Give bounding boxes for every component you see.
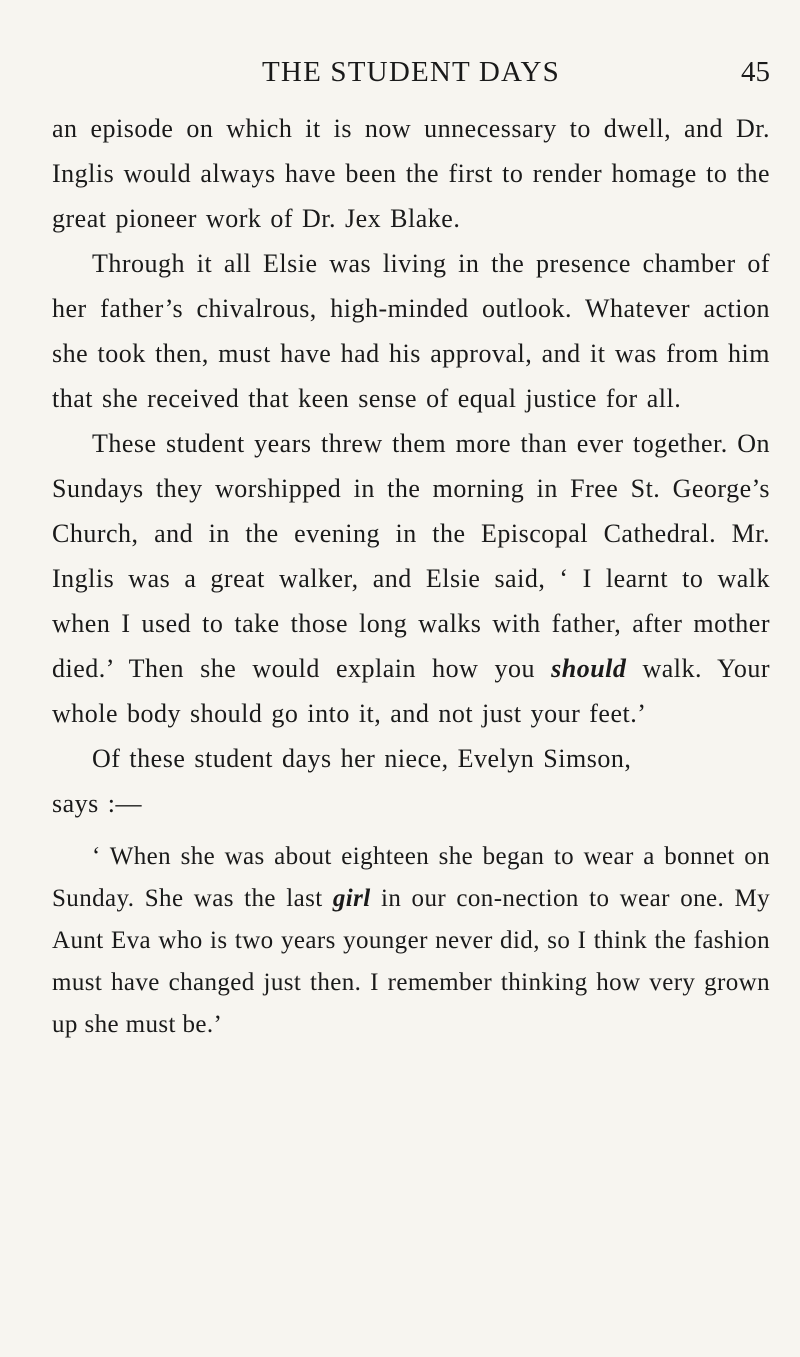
paragraph-says-line: says :— — [52, 789, 142, 818]
emphasis-girl: girl — [332, 885, 371, 912]
page-number: 45 — [741, 56, 770, 88]
paragraph-father-outlook: Through it all Elsie was living in the presence chamber of her father’s chivalrous, high-minded outlook. Whatever action she took then, must have had his approval, and it was from him that she received that keen sense of equal justice for all. — [52, 249, 770, 413]
paragraph-continuation: an episode on which it is now unnecessary to dwell, and Dr. Inglis would always have been the first to render homage to the great pioneer work of Dr. Jex Blake. — [52, 114, 770, 233]
quotation-text-segment: in our con-nection to wear one. My Aunt Eva who is two years younger never did, so I think the fashion must have changed just then. I remember thinking how very grown up she must be.’ — [52, 885, 770, 1038]
running-title: THE STUDENT DAYS — [262, 56, 560, 88]
book-page — [52, 52, 770, 1046]
running-header — [52, 52, 770, 92]
paragraph-evelyn-intro — [52, 736, 770, 781]
paragraph-line: Of these student days her niece, Evelyn Simson, — [92, 744, 632, 773]
quotation-text-segment: ‘ When she was about eighteen she began to wear a bonnet on Sunday. She was the last — [52, 843, 770, 912]
paragraph-text-segment: walk. Your whole body should go into it, and not just your feet.’ — [52, 654, 770, 728]
body-text — [52, 106, 770, 826]
paragraph-text-segment: These student years threw them more than ever together. On Sundays they worshipped in the morning in Free St. George’s Church, and in the evening in the Episcopal Cathedral. Mr. Inglis was a great walker, and Elsie said, ‘ I learnt to walk when I used to take those long walks with father, after mother died.’ Then she would explain how you — [52, 429, 770, 683]
quotation-paragraph — [52, 836, 770, 1046]
emphasis-should: should — [551, 654, 627, 683]
quotation-block — [52, 836, 770, 1046]
paragraph-student-years — [52, 421, 770, 736]
